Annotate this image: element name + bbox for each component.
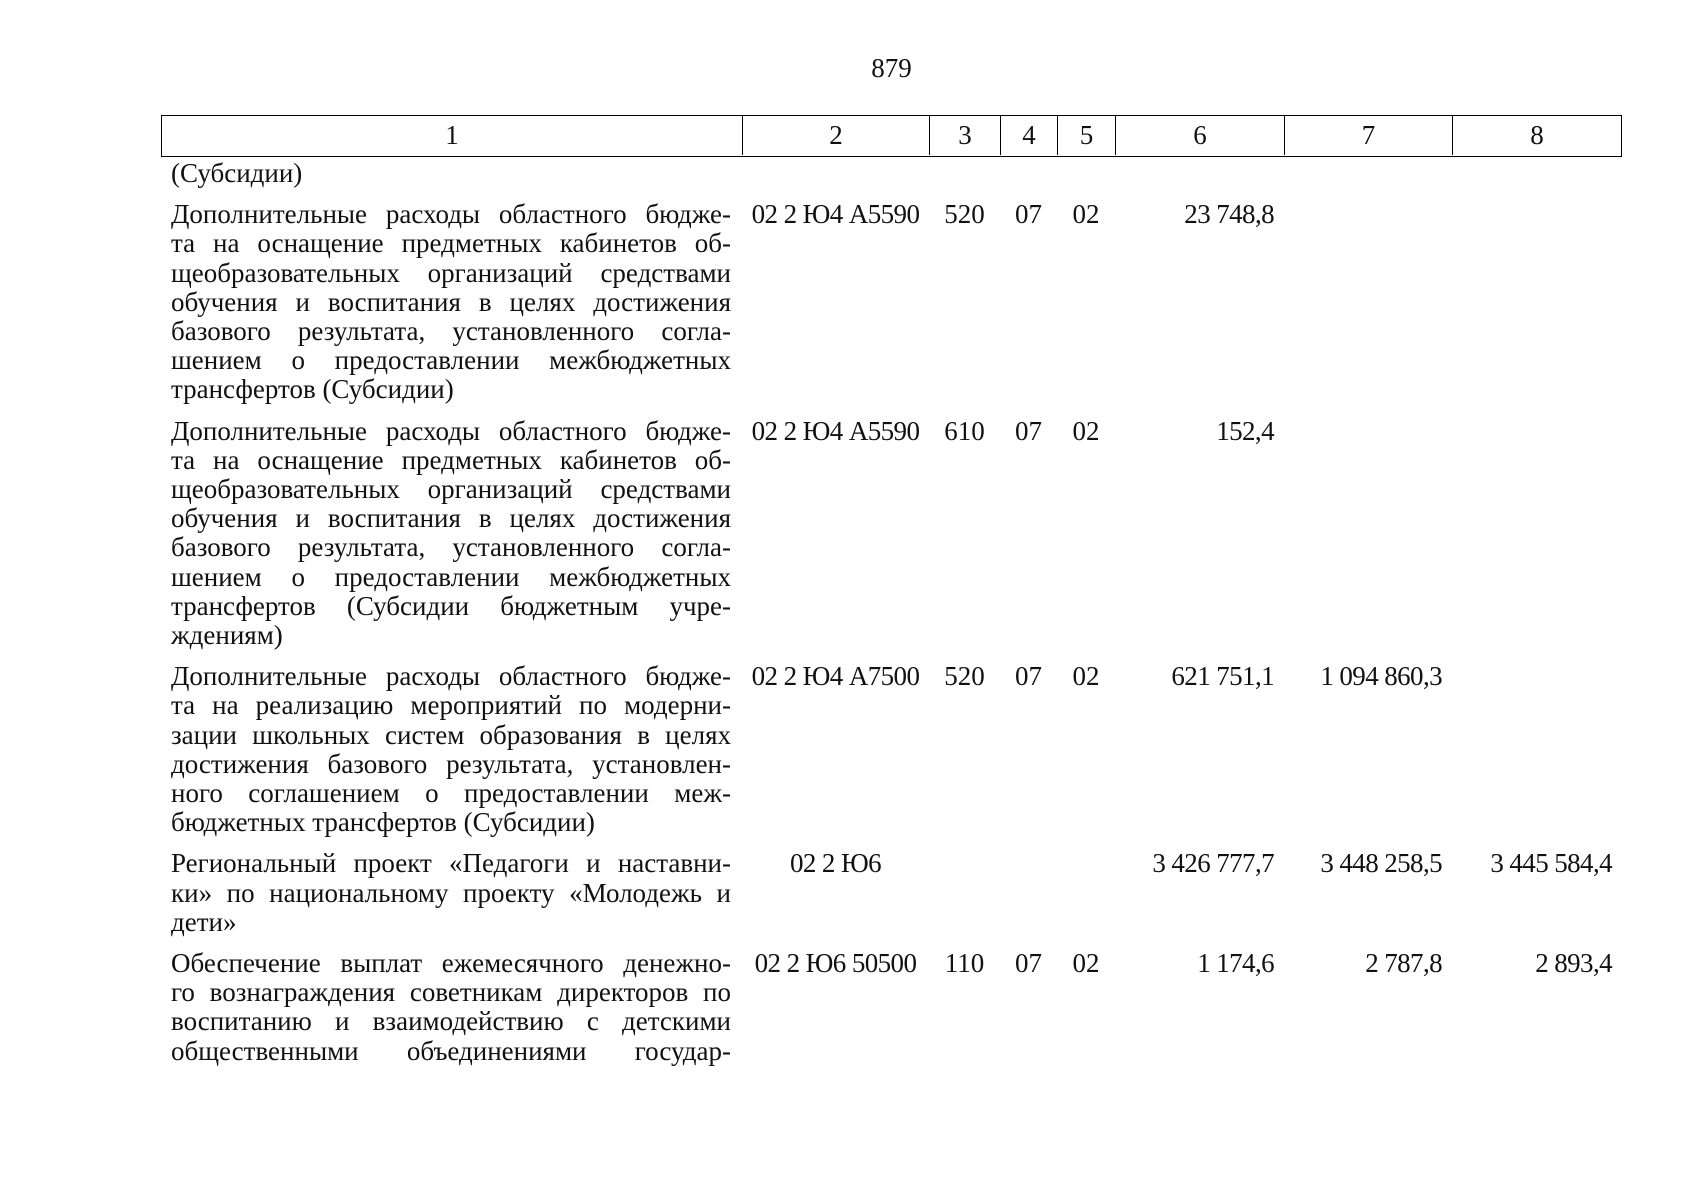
column-6-cell: 1 174,6 [1197, 948, 1274, 979]
column-7-cell [1284, 159, 1452, 188]
column-header-6: 6 [1115, 116, 1284, 155]
description-line: дети» [171, 906, 237, 937]
column-6-cell [1115, 159, 1284, 188]
description-line: та на оснащение предметных кабинетов об- [171, 228, 731, 259]
column-8-cell [1452, 159, 1622, 188]
description-line: базового результата, установленного согла- [171, 532, 731, 563]
column-3-cell: 610 [944, 415, 985, 446]
column-6-cell: 3 426 777,7 [1152, 848, 1274, 879]
description-line: ждениям) [171, 620, 283, 651]
page-number: 879 [871, 53, 912, 83]
description-cell [161, 949, 742, 1066]
column-5-cell: 02 [1072, 415, 1100, 446]
description-line: щеобразовательных организаций средствами [171, 257, 731, 288]
description-cell [161, 662, 742, 837]
column-7-cell [1284, 417, 1452, 651]
description-line: обучения и воспитания в целях достижения [171, 503, 731, 534]
column-header-1: 1 [445, 120, 459, 150]
description-line: зации школьных систем образования в целях [171, 719, 731, 750]
column-7-cell: 3 448 258,5 [1320, 848, 1442, 879]
description-line: трансфертов (Субсидии бюджетным учре- [171, 590, 731, 621]
column-header-8: 8 [1452, 116, 1621, 155]
column-header-5: 5 [1057, 116, 1115, 155]
description-line: общественными объединениями государ- [171, 1035, 731, 1066]
column-3-cell: 520 [944, 661, 985, 692]
table-row [161, 849, 1622, 949]
description-line: бюджетных трансфертов (Субсидии) [171, 807, 595, 838]
description-cell [161, 417, 742, 651]
description-line: ного соглашением о предоставлении меж- [171, 778, 731, 809]
table-row [161, 662, 1622, 849]
column-8-cell: 2 893,4 [1535, 948, 1612, 979]
column-6-cell: 152,4 [1216, 415, 1274, 446]
column-5-cell: 02 [1072, 661, 1100, 692]
column-8-cell [1452, 662, 1622, 837]
column-4-cell [1000, 159, 1057, 188]
description-line: воспитанию и взаимодействию с детскими [171, 1006, 731, 1037]
column-2-cell: 02 2 Ю4 А5590 [751, 199, 920, 230]
description-cell [161, 849, 742, 937]
column-2-cell: 02 2 Ю4 А5590 [751, 415, 920, 446]
column-6-cell: 23 748,8 [1184, 199, 1274, 230]
column-4-cell: 07 [1015, 415, 1042, 446]
description-line: та на реализацию мероприятий по модерни- [171, 690, 731, 721]
column-7-cell [1284, 200, 1452, 404]
table-row [161, 159, 1622, 200]
column-5-cell [1057, 159, 1115, 188]
column-2-cell [742, 159, 929, 188]
column-6-cell: 621 751,1 [1171, 661, 1274, 692]
column-4-cell [1000, 849, 1057, 937]
column-3-cell: 520 [944, 199, 985, 230]
table-row [161, 417, 1622, 663]
description-line: обучения и воспитания в целях достижения [171, 286, 731, 317]
column-7-cell: 1 094 860,3 [1320, 661, 1442, 692]
description-line: Дополнительные расходы областного бюдже- [171, 415, 731, 446]
column-3-cell [929, 849, 1000, 937]
description-cell [161, 200, 742, 404]
column-4-cell: 07 [1015, 661, 1042, 692]
column-5-cell: 02 [1072, 199, 1100, 230]
description-line: Обеспечение выплат ежемесячного денежно- [171, 948, 731, 979]
column-2-cell: 02 2 Ю6 50500 [754, 948, 917, 979]
description-line: достижения базового результата, установлен- [171, 748, 731, 779]
description-cell [161, 159, 742, 188]
description-line: Региональный проект «Педагоги и наставни- [171, 848, 731, 879]
column-header-2: 2 [742, 116, 929, 155]
column-8-cell: 3 445 584,4 [1490, 848, 1612, 879]
description-line: щеобразовательных организаций средствами [171, 474, 731, 505]
column-8-cell [1452, 200, 1622, 404]
column-4-cell: 07 [1015, 948, 1042, 979]
column-2-cell: 02 2 Ю4 А7500 [751, 661, 920, 692]
description-line: (Субсидии) [171, 158, 303, 188]
column-8-cell [1452, 417, 1622, 651]
column-header-7: 7 [1284, 116, 1452, 155]
description-line: ки» по национальному проекту «Молодежь и [171, 877, 731, 908]
description-line: Дополнительные расходы областного бюдже- [171, 661, 731, 692]
column-header-3: 3 [929, 116, 1000, 155]
table-body [161, 159, 1622, 1078]
column-3-cell: 110 [944, 948, 985, 979]
description-line: шением о предоставлении межбюджетных [171, 345, 731, 376]
column-header-4: 4 [1000, 116, 1057, 155]
description-line: трансфертов (Субсидии) [171, 374, 454, 405]
table-header-row [161, 115, 1622, 157]
description-line: Дополнительные расходы областного бюдже- [171, 199, 731, 230]
table-row [161, 949, 1622, 1078]
column-5-cell: 02 [1072, 948, 1100, 979]
column-2-cell: 02 2 Ю6 [789, 848, 882, 879]
column-3-cell [929, 159, 1000, 188]
table-row [161, 200, 1622, 416]
description-line: го вознаграждения советникам директоров по [171, 977, 731, 1008]
column-4-cell: 07 [1015, 199, 1042, 230]
description-line: шением о предоставлении межбюджетных [171, 561, 731, 592]
description-line: та на оснащение предметных кабинетов об- [171, 444, 731, 475]
column-5-cell [1057, 849, 1115, 937]
column-7-cell: 2 787,8 [1365, 948, 1442, 979]
description-line: базового результата, установленного согла- [171, 316, 731, 347]
